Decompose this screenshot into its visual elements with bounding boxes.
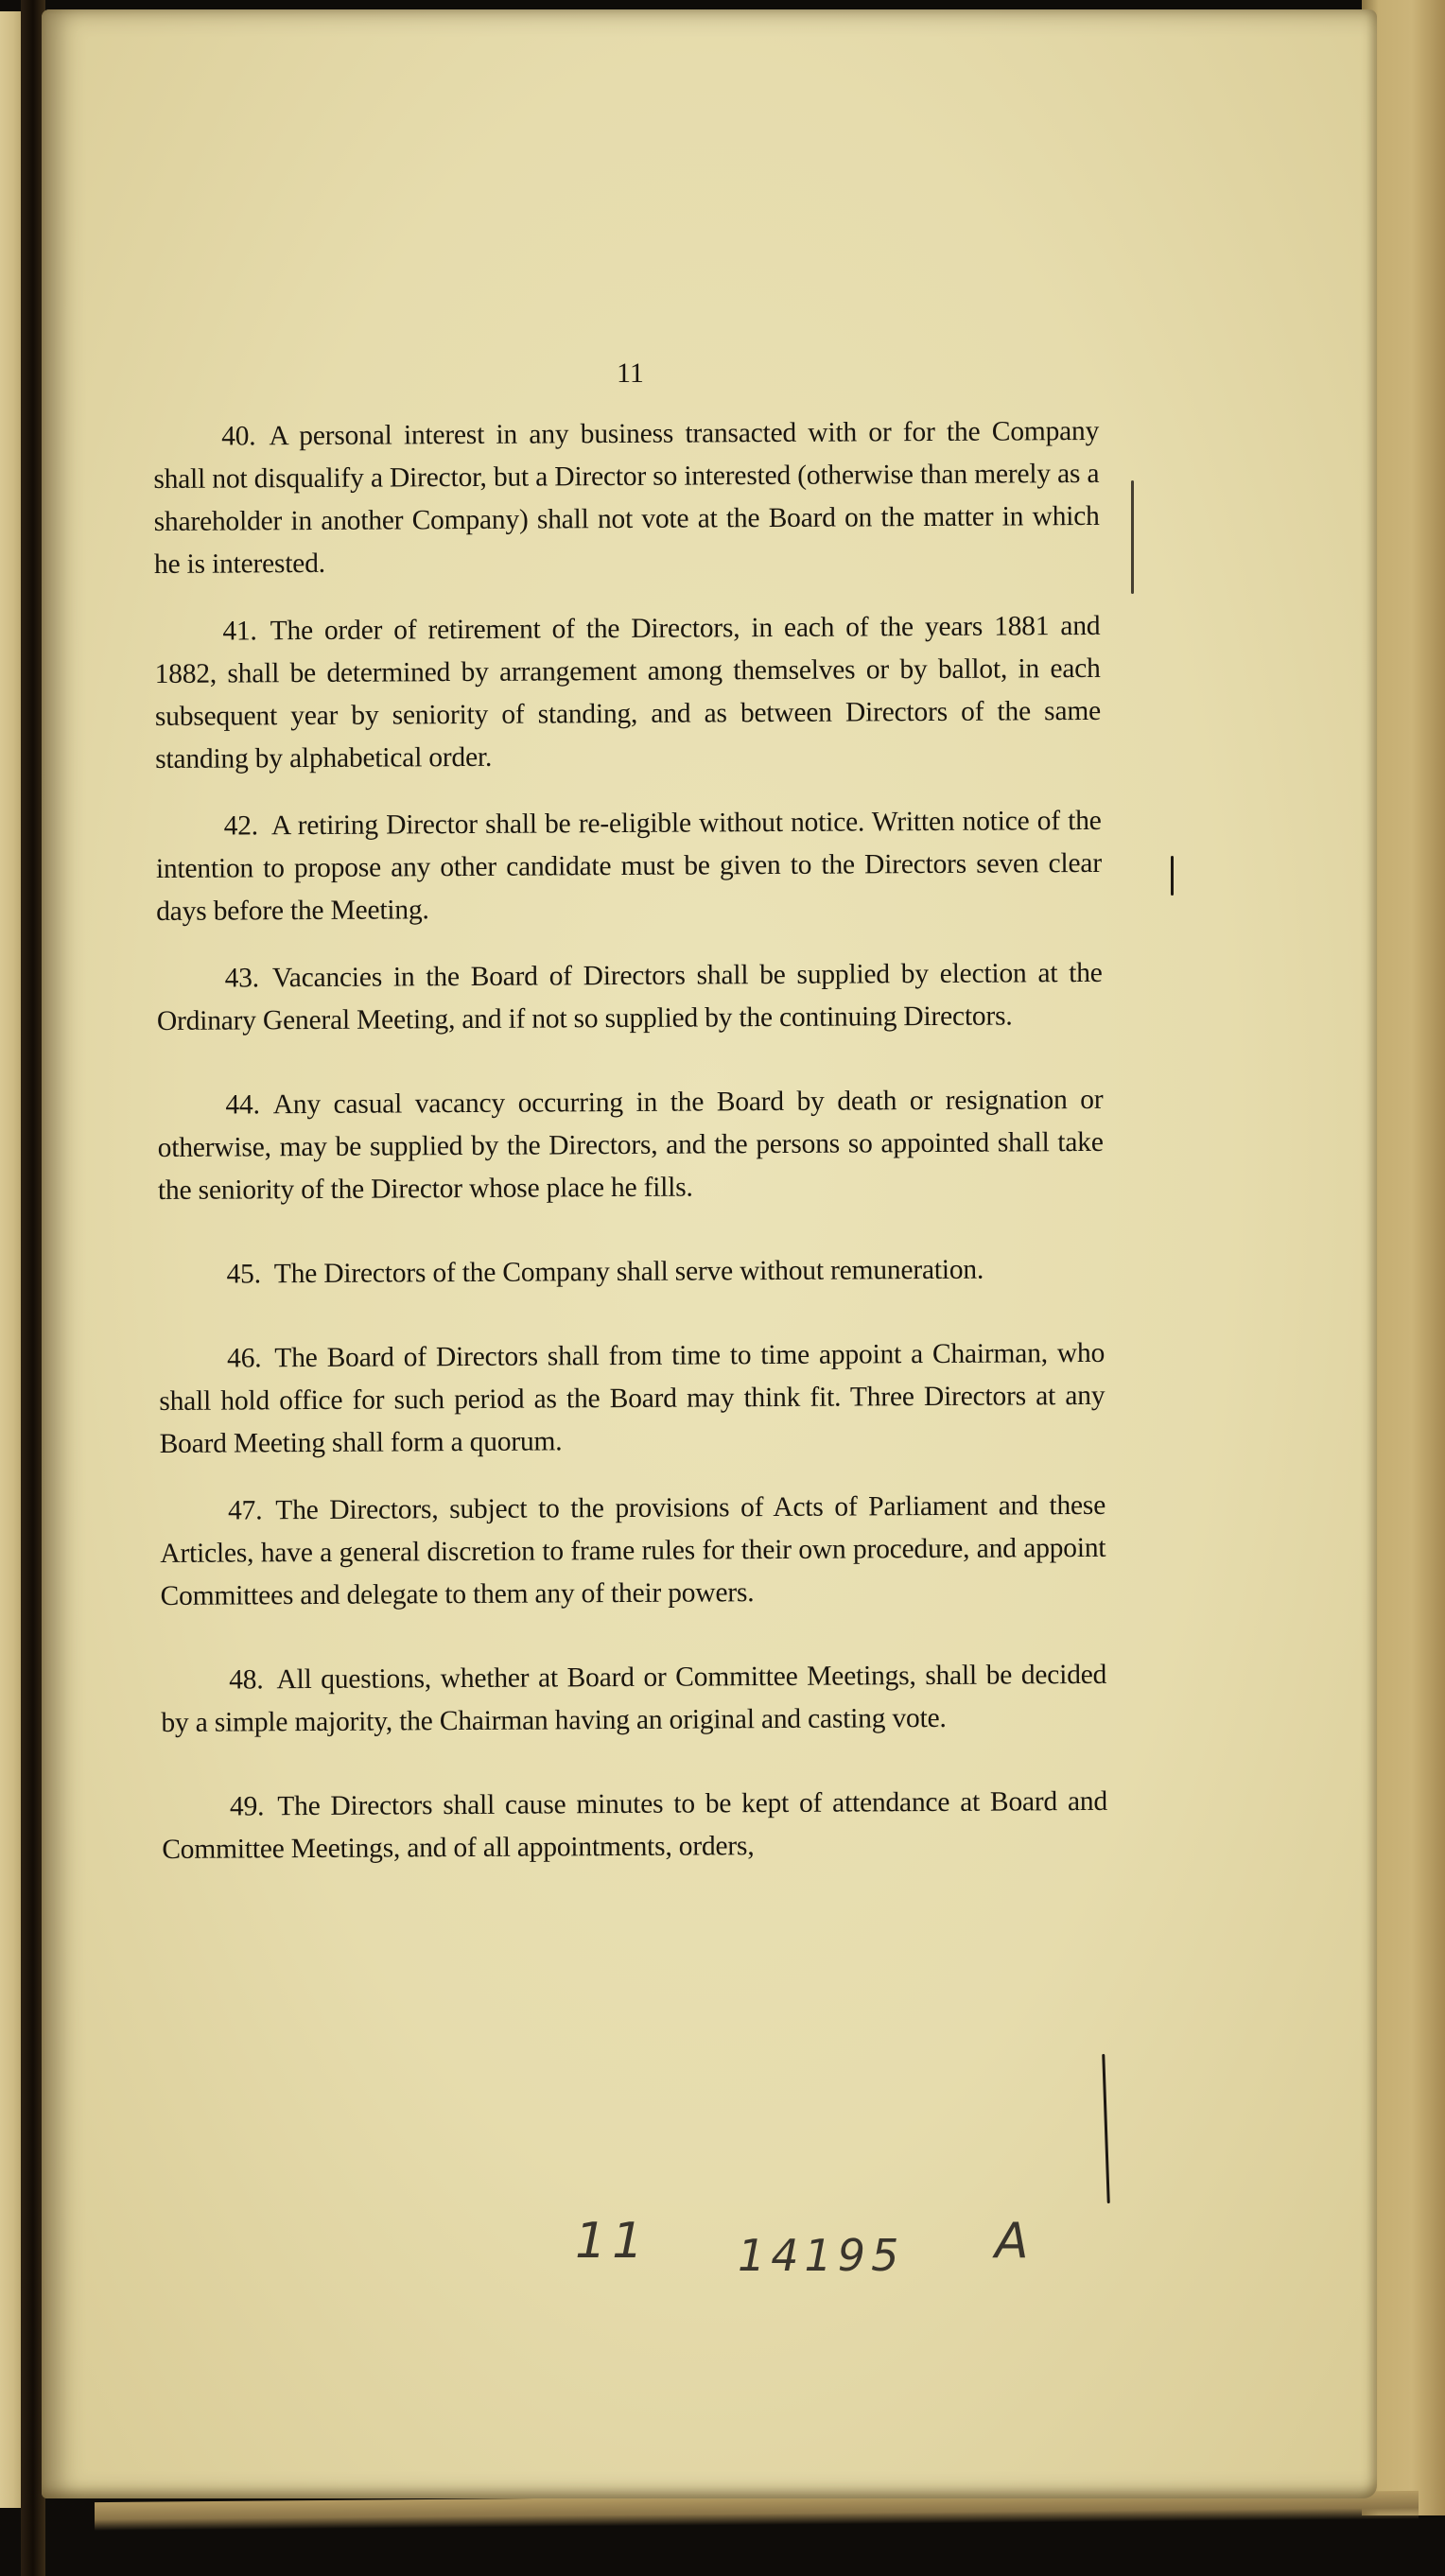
margin-mark — [1131, 480, 1134, 594]
article-number: 46. — [226, 1343, 262, 1374]
article-number: 44. — [225, 1089, 260, 1121]
article-48 — [161, 1654, 1107, 1745]
article-40 — [153, 410, 1100, 586]
article-46 — [159, 1332, 1106, 1466]
article-text: Any casual vacancy occurring in the Board by death or resignation or otherwise, may be supplied by the Directors, and the persons so appointed shall take the seniority of the Director whose place he fills. — [157, 1084, 1104, 1206]
article-text: The order of retirement of the Directors, in each of the years 1881 and 1882, shall be determined by arrangement among themselves or by ballot, in each subsequent year by seniority of standing, and as between Directors of the same standing by alphabetical order. — [154, 610, 1102, 775]
article-text: A retiring Director shall be re-eligible without notice. Written notice of the intention to propose any other candidate must be given to the Directors seven clear days before the Meeting. — [155, 805, 1103, 927]
article-number: 43. — [224, 963, 260, 994]
articles-body — [153, 410, 1108, 1896]
article-44 — [157, 1079, 1104, 1212]
article-text: The Board of Directors shall from time to time appoint a Chairman, who shall hold office for such period as the Board may think fit. Three Directors at any Board Meeting shall form a quorum. — [159, 1337, 1106, 1459]
margin-mark — [1171, 856, 1174, 896]
article-41 — [154, 605, 1101, 781]
article-47 — [160, 1485, 1106, 1618]
article-text: The Directors of the Company shall serve without remuneration. — [273, 1254, 984, 1290]
article-text: Vacancies in the Board of Directors shall be supplied by election at the Ordinary General Meeting, and if not so supplied by the continuing Directors. — [156, 957, 1103, 1036]
article-text: The Directors, subject to the provisions of Acts of Parliament and these Articles, have a general discretion to frame rules for their own procedure, and appoint Committees and delegate to them any of their powers. — [160, 1489, 1106, 1611]
handwritten-annotation: 11 — [575, 2213, 650, 2270]
page-number: 11 — [617, 357, 644, 389]
article-text: A personal interest in any business transacted with or for the Company shall not disqualify a Director, but a Director so interested (otherwise than merely as a shareholder in another Company) shall not vote at the Board on the matter in which he is interested. — [153, 415, 1100, 580]
article-49 — [162, 1781, 1108, 1871]
article-number: 41. — [222, 616, 257, 647]
article-number: 42. — [223, 810, 259, 842]
handwritten-annotation: 14195 — [738, 2230, 905, 2281]
handwritten-annotation: A — [995, 2213, 1035, 2270]
article-42 — [156, 800, 1103, 933]
article-number: 48. — [229, 1664, 264, 1696]
article-number: 40. — [221, 421, 256, 452]
facing-page-edge — [0, 11, 23, 2508]
article-number: 47. — [227, 1495, 263, 1526]
article-text: The Directors shall cause minutes to be kept of attendance at Board and Committee Meetings, and of all appointments, orders, — [162, 1785, 1108, 1865]
article-number: 45. — [226, 1259, 261, 1290]
article-43 — [157, 952, 1104, 1043]
article-45 — [158, 1248, 1104, 1297]
article-text: All questions, whether at Board or Committee Meetings, shall be decided by a simple majority, the Chairman having an original and casting vote. — [161, 1659, 1107, 1738]
article-number: 49. — [229, 1791, 265, 1822]
